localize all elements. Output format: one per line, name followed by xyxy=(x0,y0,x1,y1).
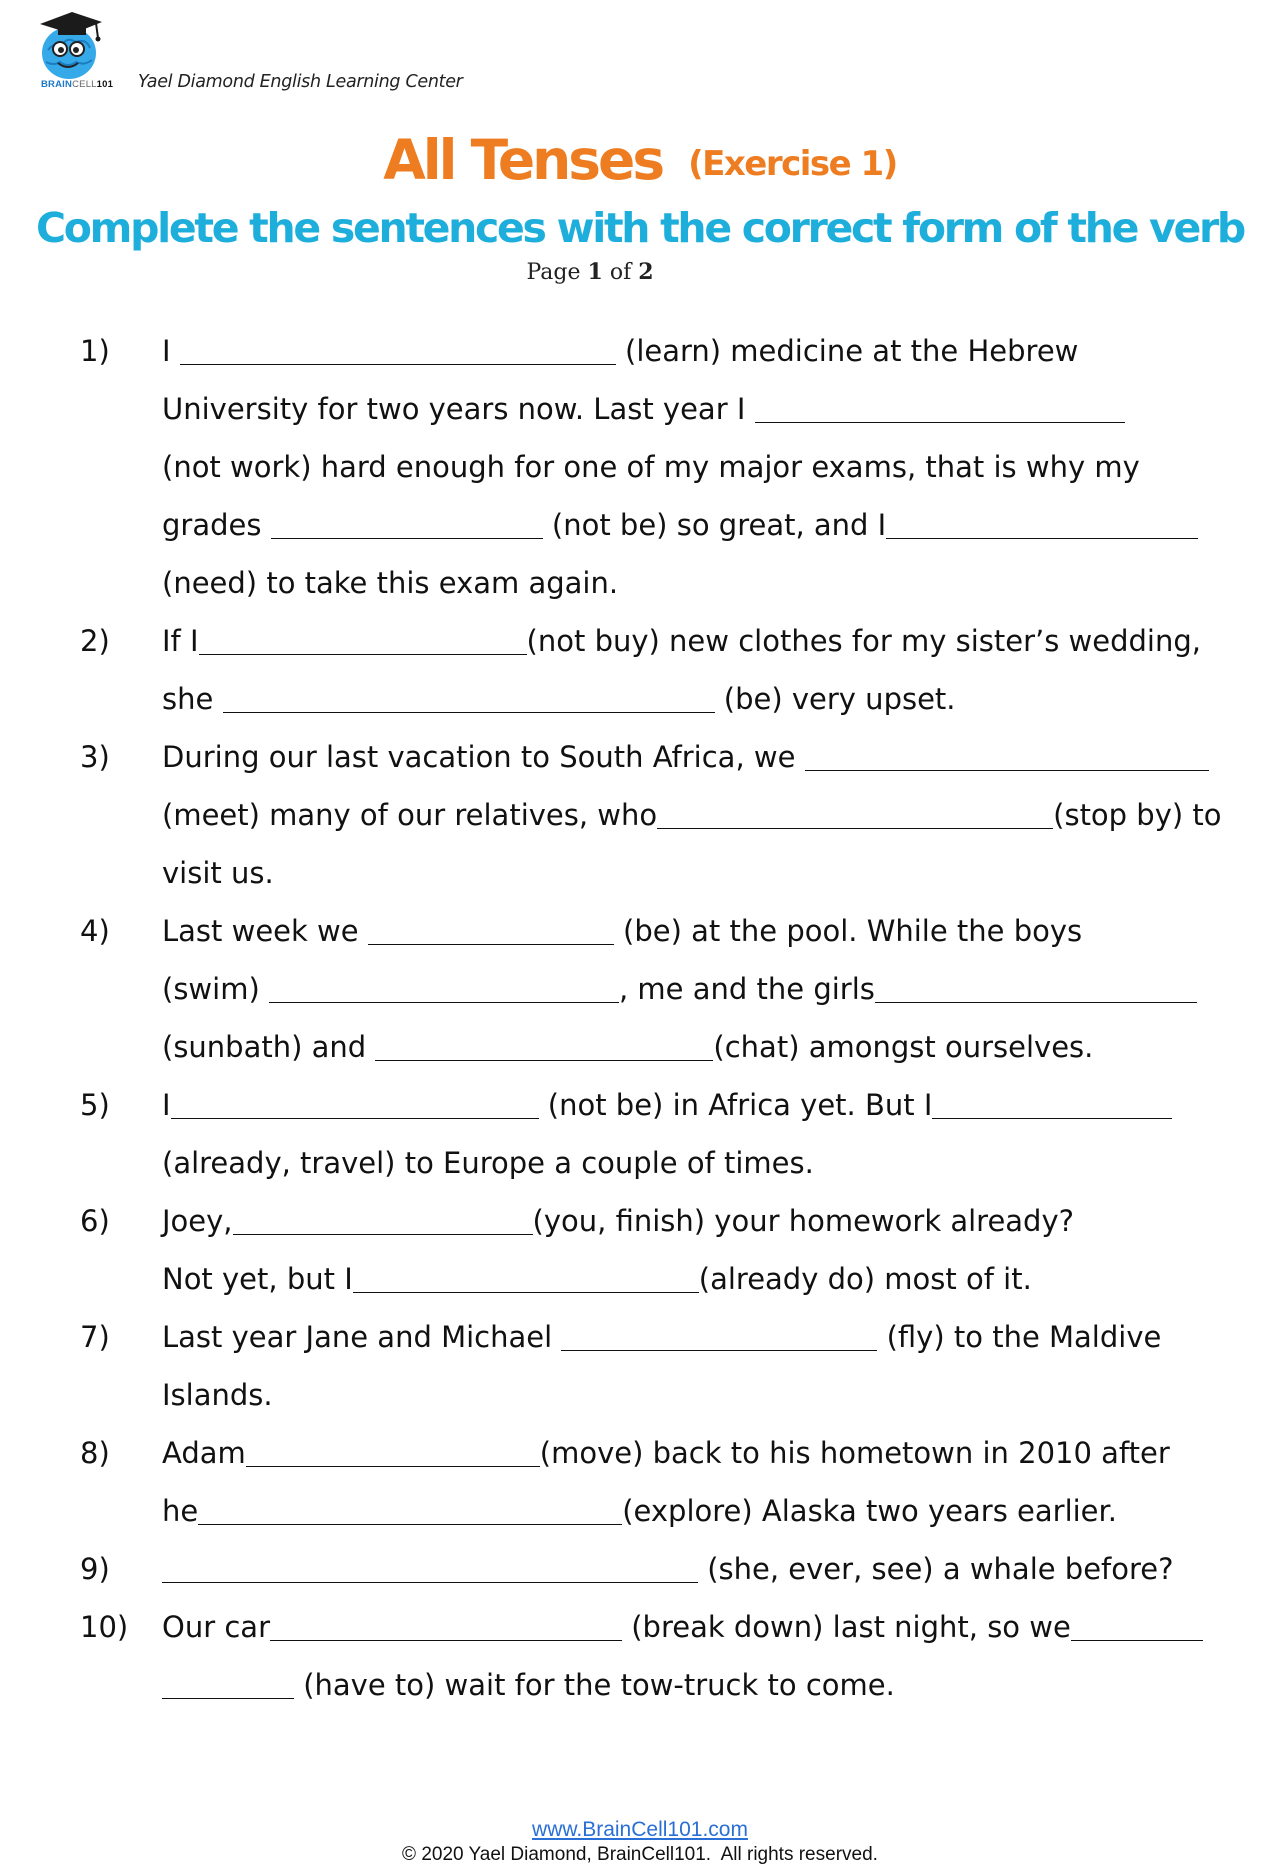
page-of-label: of xyxy=(609,260,632,285)
exercise-number: 7) xyxy=(80,1320,110,1354)
answer-blank[interactable] xyxy=(353,1264,699,1293)
line-text: (explore) Alaska two years earlier. xyxy=(622,1494,1118,1528)
line-text: grades xyxy=(162,508,271,542)
line-text: Adam xyxy=(162,1436,246,1470)
line-text: Our car xyxy=(162,1610,270,1644)
answer-blank[interactable] xyxy=(223,684,715,713)
line-text: If I xyxy=(162,624,199,658)
line-text: (stop by) to xyxy=(1053,798,1222,832)
line-text: she xyxy=(162,682,223,716)
answer-blank[interactable] xyxy=(269,974,619,1003)
page-title xyxy=(0,128,1280,192)
exercise-line xyxy=(162,1320,1161,1355)
answer-blank[interactable] xyxy=(246,1438,540,1467)
center-name: Yael Diamond English Learning Center xyxy=(138,72,463,92)
answer-blank[interactable] xyxy=(805,742,1209,771)
exercise-number: 10) xyxy=(80,1610,129,1644)
line-text: (you, finish) your homework already? xyxy=(532,1204,1075,1238)
line-text: (have to) wait for the tow-truck to come. xyxy=(294,1668,895,1702)
line-text: he xyxy=(162,1494,199,1528)
answer-blank[interactable] xyxy=(270,1612,622,1641)
exercise-line xyxy=(162,1610,1203,1645)
exercise-number: 2) xyxy=(80,624,110,658)
copyright-notice: © 2020 Yael Diamond, BrainCell101. All rights reserved. xyxy=(402,1844,878,1865)
line-text: (swim) xyxy=(162,972,269,1006)
exercise-line xyxy=(162,334,1078,369)
exercise-line xyxy=(162,1436,1170,1471)
exercise-line xyxy=(162,972,1197,1007)
exercise-line xyxy=(162,508,1198,543)
logo-text-cell: CELL xyxy=(72,79,97,90)
exercise-line xyxy=(162,1552,1174,1587)
exercise-line xyxy=(162,740,1209,775)
answer-blank[interactable] xyxy=(875,974,1197,1003)
title-exercise: (Exercise 1) xyxy=(688,144,897,184)
line-text: (meet) many of our relatives, who xyxy=(162,798,658,832)
exercise-line xyxy=(162,1494,1117,1529)
logo-text-brain: BRAIN xyxy=(41,79,73,90)
line-text: Islands. xyxy=(162,1378,273,1412)
line-text: (not work) hard enough for one of my major exams, that is why my xyxy=(162,450,1140,484)
line-text: (be) very upset. xyxy=(714,682,956,716)
answer-blank[interactable] xyxy=(657,800,1053,829)
website-link[interactable]: www.BrainCell101.com xyxy=(532,1818,748,1841)
answer-blank[interactable] xyxy=(755,394,1125,423)
line-text: , me and the girls xyxy=(618,972,875,1006)
line-text: During our last vacation to South Africa, we xyxy=(162,740,805,774)
exercise-number: 6) xyxy=(80,1204,110,1238)
answer-blank[interactable] xyxy=(233,1206,533,1235)
exercise-number: 9) xyxy=(80,1552,110,1586)
exercise-line xyxy=(162,566,618,601)
answer-blank[interactable] xyxy=(886,510,1198,539)
line-text: I xyxy=(162,334,180,368)
exercise-number: 4) xyxy=(80,914,110,948)
exercise-number: 1) xyxy=(80,334,110,368)
exercise-line xyxy=(162,392,1125,427)
exercise-line xyxy=(162,1088,1172,1123)
exercise-line xyxy=(162,1668,895,1703)
line-text: I xyxy=(162,1088,171,1122)
exercise-line xyxy=(162,914,1082,949)
line-text: (sunbath) and xyxy=(162,1030,376,1064)
logo-text xyxy=(41,79,113,90)
instructions-subtitle: Complete the sentences with the correct form of the verb xyxy=(36,204,1244,252)
exercise-line xyxy=(162,798,1222,833)
exercise-line xyxy=(162,682,956,717)
line-text: (learn) medicine at the Hebrew xyxy=(615,334,1079,368)
line-text: visit us. xyxy=(162,856,274,890)
page-label: Page xyxy=(526,260,581,285)
exercise-line xyxy=(162,450,1140,485)
exercise-line xyxy=(162,1030,1093,1065)
answer-blank[interactable] xyxy=(932,1090,1172,1119)
line-text: (already do) most of it. xyxy=(698,1262,1032,1296)
line-text: (not be) so great, and I xyxy=(542,508,887,542)
answer-blank[interactable] xyxy=(271,510,543,539)
answer-blank[interactable] xyxy=(199,626,527,655)
line-text: (already, travel) to Europe a couple of times. xyxy=(162,1146,814,1180)
title-main: All Tenses xyxy=(383,128,663,192)
line-text: (be) at the pool. While the boys xyxy=(613,914,1083,948)
line-text: (not buy) new clothes for my sister’s wedding, xyxy=(526,624,1201,658)
line-text: (not be) in Africa yet. But I xyxy=(538,1088,933,1122)
exercise-number: 8) xyxy=(80,1436,110,1470)
logo-text-101: 101 xyxy=(96,79,114,90)
line-text: (move) back to his hometown in 2010 after xyxy=(539,1436,1170,1470)
line-text: (need) to take this exam again. xyxy=(162,566,619,600)
line-text: University for two years now. Last year I xyxy=(162,392,755,426)
page-indicator xyxy=(0,259,1180,285)
line-text: Not yet, but I xyxy=(162,1262,353,1296)
answer-blank[interactable] xyxy=(368,916,614,945)
exercise-line xyxy=(162,1378,273,1413)
answer-blank[interactable] xyxy=(180,336,616,365)
line-text: (break down) last night, so we xyxy=(622,1610,1071,1644)
answer-blank[interactable] xyxy=(561,1322,877,1351)
exercise-line xyxy=(162,856,274,891)
line-text: (she, ever, see) a whale before? xyxy=(698,1552,1174,1586)
answer-blank[interactable] xyxy=(198,1496,622,1525)
exercise-number: 5) xyxy=(80,1088,110,1122)
line-text: (fly) to the Maldive xyxy=(877,1320,1162,1354)
answer-blank[interactable] xyxy=(171,1090,539,1119)
exercise-line xyxy=(162,1262,1032,1297)
line-text: Last year Jane and Michael xyxy=(162,1320,562,1354)
exercise-line xyxy=(162,1204,1074,1239)
answer-blank[interactable] xyxy=(1071,1612,1203,1641)
page-current: 1 xyxy=(587,259,603,285)
answer-blank[interactable] xyxy=(162,1670,294,1699)
answer-blank[interactable] xyxy=(375,1032,713,1061)
page-total: 2 xyxy=(638,259,654,285)
line-text: Joey, xyxy=(162,1204,233,1238)
line-text: (chat) amongst ourselves. xyxy=(713,1030,1094,1064)
line-text: Last week we xyxy=(162,914,368,948)
answer-blank[interactable] xyxy=(162,1554,698,1583)
exercise-number: 3) xyxy=(80,740,110,774)
header xyxy=(36,8,676,98)
exercise-line xyxy=(162,624,1201,659)
exercise-line xyxy=(162,1146,814,1181)
